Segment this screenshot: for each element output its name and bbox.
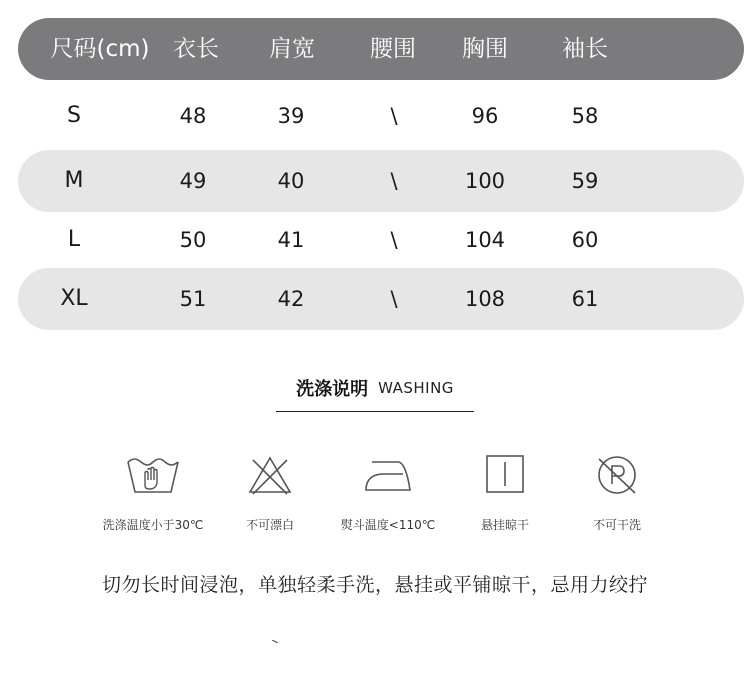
care-item-hang-dry [445, 452, 565, 533]
cell-size: L [67, 227, 81, 252]
washing-title-cn: 洗涤说明 [296, 379, 369, 400]
cell-shoulder: 39 [277, 104, 305, 128]
cell-length: 51 [179, 287, 207, 311]
cell-waist: \ [390, 104, 398, 128]
cell-sleeve: 58 [571, 104, 599, 128]
cell-waist: \ [390, 228, 398, 252]
size-row-xl [18, 268, 744, 330]
iron-icon [358, 452, 418, 498]
care-item-no-bleach [210, 452, 330, 533]
cell-length: 48 [179, 104, 207, 128]
care-item-no-dry-clean [557, 452, 677, 533]
cell-chest: 96 [471, 104, 499, 128]
cell-sleeve: 60 [571, 228, 599, 252]
cell-size: S [67, 103, 81, 128]
care-label: 洗涤温度小于30℃ [102, 518, 204, 532]
no-dry-clean-icon [592, 452, 642, 498]
stray-mark [272, 640, 278, 643]
cell-waist: \ [390, 169, 398, 193]
header-size: 尺码(cm) [50, 36, 150, 62]
care-item-hand-wash [93, 452, 213, 533]
care-label: 不可干洗 [592, 518, 641, 532]
cell-chest: 100 [464, 169, 506, 193]
cell-chest: 108 [464, 287, 506, 311]
cell-chest: 104 [464, 228, 506, 252]
header-sleeve: 袖长 [562, 36, 608, 62]
header-chest: 胸围 [462, 36, 508, 62]
cell-shoulder: 40 [277, 169, 305, 193]
washing-title [276, 375, 474, 412]
cell-shoulder: 42 [277, 287, 305, 311]
header-shoulder: 肩宽 [269, 36, 315, 62]
header-waist: 腰围 [370, 36, 416, 62]
size-row-s [18, 85, 744, 147]
cell-size: XL [60, 286, 88, 311]
care-instruction: 切勿长时间浸泡，单独轻柔手洗，悬挂或平铺晾干，忌用力绞拧 [101, 574, 648, 596]
hand-wash-icon [123, 452, 183, 498]
cell-length: 50 [179, 228, 207, 252]
cell-sleeve: 61 [571, 287, 599, 311]
cell-shoulder: 41 [277, 228, 305, 252]
care-item-iron [328, 452, 448, 533]
cell-size: M [64, 168, 84, 193]
care-label: 不可漂白 [245, 518, 294, 532]
washing-title-en: WASHING [378, 379, 454, 397]
size-row-m [18, 150, 744, 212]
care-label: 悬挂晾干 [480, 518, 529, 532]
no-bleach-icon [245, 452, 295, 498]
cell-waist: \ [390, 287, 398, 311]
size-row-l [18, 209, 744, 271]
header-length: 衣长 [173, 36, 219, 62]
cell-sleeve: 59 [571, 169, 599, 193]
size-chart [0, 0, 750, 340]
care-label: 熨斗温度<110℃ [340, 518, 436, 532]
cell-length: 49 [179, 169, 207, 193]
hang-dry-icon [480, 452, 530, 498]
